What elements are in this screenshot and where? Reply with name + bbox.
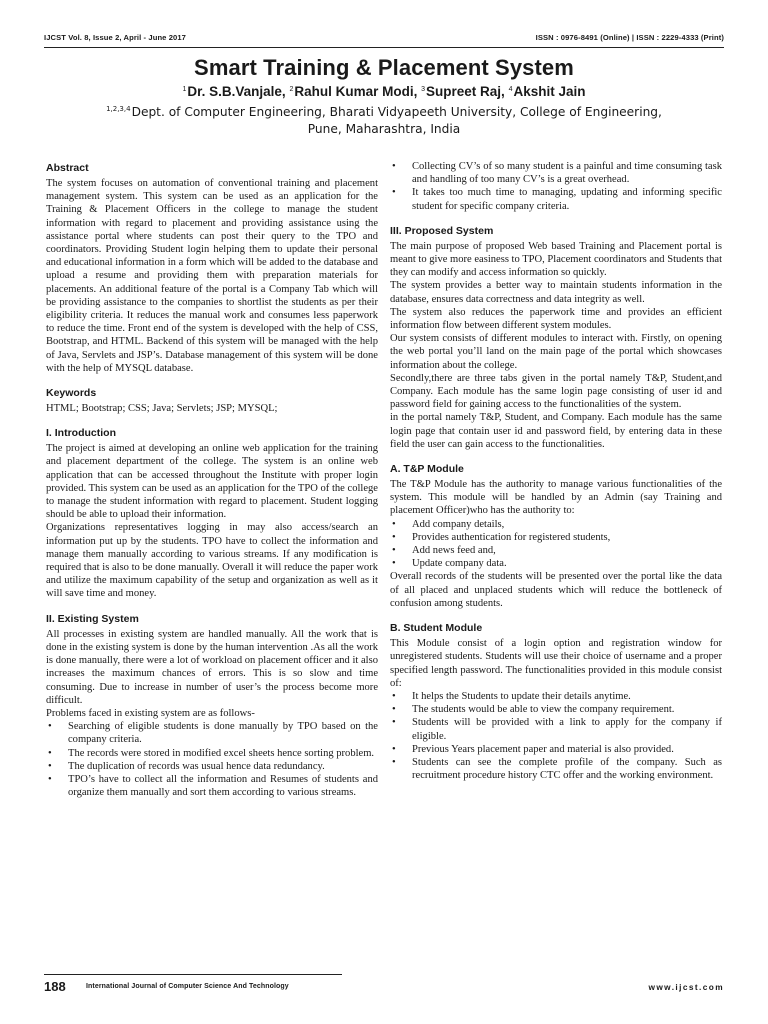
running-header bbox=[44, 33, 724, 45]
existing-problems-list-continued bbox=[390, 160, 722, 213]
right-column bbox=[390, 160, 722, 782]
student-module-paragraph: This Module consist of a login option and registration window for unregistered students. Students will use their choice of username and a proper specified length password. The functionalities provided in this module consist of: bbox=[390, 638, 722, 689]
student-module-list bbox=[390, 690, 722, 782]
list-item: • The students would be able to view the company requirement. bbox=[390, 703, 722, 716]
list-item: • Students can see the complete profile of the company. Such as recruitment procedure history CTC offer and the working environment. bbox=[390, 756, 722, 782]
author-1-sup: 1 bbox=[182, 85, 187, 93]
introduction-paragraph: The project is aimed at developing an online web application for the training and placement department of the college. The system is an online web application that can be accessed throughout the Institute with proper login provided. This system can be used as an application for the TPO of the college to manage the student information with regard to placement. Student logging should be able to upload their information. bbox=[46, 443, 378, 521]
page-number: 188 bbox=[44, 979, 66, 994]
paper-title: Smart Training & Placement System bbox=[194, 55, 574, 80]
author-1: Dr. S.B.Vanjale, bbox=[187, 84, 290, 99]
affiliation-sup: 1,2,3,4 bbox=[106, 105, 131, 113]
proposed-system-paragraph: The system also reduces the paperwork time and provides an efficient information flow between different system modules. bbox=[390, 306, 722, 332]
author-4-sup: 4 bbox=[508, 85, 513, 93]
tp-module-paragraph: The T&P Module has the authority to manage various functionalities of the system. This module will be handled by an Admin (say Training and placement Officer)who has the authority to: bbox=[390, 479, 722, 517]
proposed-system-paragraph: The main purpose of proposed Web based Training and Placement portal is meant to give more easiness to TPO, Placement coordinators and Students that they can modify and access information so quickly. bbox=[390, 240, 722, 279]
existing-system-paragraph: Problems faced in existing system are as follows- bbox=[46, 707, 255, 719]
tp-module-heading: A. T&P Module bbox=[390, 463, 464, 476]
journal-issue-info: IJCST Vol. 8, Issue 2, April - June 2017 bbox=[44, 33, 187, 42]
header-rule bbox=[44, 47, 724, 48]
journal-website: www.ijcst.com bbox=[648, 982, 724, 992]
proposed-system-paragraph: Secondly,there are three tabs given in the portal namely T&P, Student,and Company. Each module has the same login page consisting of user id and password field for gaining access to the functionalities of the system. bbox=[390, 372, 722, 411]
proposed-system-paragraph: in the portal namely T&P, Student, and Company. Each module has the same login page that contain user id and password field, by entering data in these field the user can gain access to the functionalities. bbox=[390, 412, 722, 450]
author-3-sup: 3 bbox=[421, 85, 426, 93]
author-2: Rahul Kumar Modi, bbox=[294, 84, 422, 99]
tp-module-list bbox=[390, 518, 722, 571]
author-list bbox=[0, 84, 768, 99]
introduction-heading: I. Introduction bbox=[46, 427, 116, 440]
list-item: • Searching of eligible students is done manually by TPO based on the company criteria. bbox=[46, 720, 378, 746]
list-item: • Collecting CV’s of so many student is a painful and time consuming task and handling of too many CV’s is a great overhead. bbox=[390, 160, 722, 186]
affiliation bbox=[0, 101, 768, 138]
issn-info: ISSN : 0976-8491 (Online) | ISSN : 2229-4333 (Print) bbox=[535, 33, 724, 42]
proposed-system-heading: III. Proposed System bbox=[390, 224, 494, 237]
abstract-heading: Abstract bbox=[46, 162, 89, 174]
affiliation-line-2: Pune, Maharashtra, India bbox=[307, 122, 461, 137]
list-item: • It helps the Students to update their details anytime. bbox=[390, 690, 722, 703]
abstract-text: The system focuses on automation of conventional training and placement management system. This system can be used as an application for the Training & Placement Officers in the college to manage the student information with regard to placement and providing assistance using the assistance portal where students can post their query to the TPO and coordinators. Providing Student login helping them to update their personal and educational information in a form which will be added to the database and upload a resume and providing them with preparation materials for placements. An additional feature of the portal is a Company Tab which will be providing assistance to the companies to shortlist the students as per their eligibility criteria. It reduces the manual work and consumes less paperwork to reduce the time. Front end of the system is developed with the help of CSS, Bootstrap, and HTML. Backend of this system will be managed with the help of Java, Servlets and JSP’s. Database management of this system will be done with the help of MYSQL database. bbox=[46, 178, 378, 374]
list-item: • Provides authentication for registered students, bbox=[390, 531, 722, 544]
list-item: • Students will be provided with a link to apply for the company if eligible. bbox=[390, 716, 722, 742]
existing-system-paragraph: All processes in existing system are handled manually. All the work that is done in the existing system is done by the human intervention .As all the work is done manually, there were a lot of workload on placement officer and it also increases the maximum chances of errors. This is so slow and time consuming. Due to increase in number of user’s the process become more difficult. bbox=[46, 628, 378, 706]
tp-module-paragraph: Overall records of the students will be presented over the portal like the data of all placed and unplaced students which will reduce the bottleneck of confusion among students. bbox=[390, 571, 722, 609]
list-item: • TPO’s have to collect all the information and Resumes of students and organize them manually and sort them according to various streams. bbox=[46, 773, 378, 799]
author-2-sup: 2 bbox=[289, 85, 294, 93]
author-4: Akshit Jain bbox=[513, 84, 586, 99]
keywords-heading: Keywords bbox=[46, 387, 97, 400]
proposed-system-paragraph: Our system consists of different modules to interact with. Firstly, on opening the web portal you’ll land on the main page of the portal which showcases information about the college. bbox=[390, 333, 722, 371]
list-item: • The duplication of records was usual hence data redundancy. bbox=[46, 760, 378, 773]
student-module-heading: B. Student Module bbox=[390, 622, 483, 635]
keywords-text: HTML; Bootstrap; CSS; Java; Servlets; JSP; MYSQL; bbox=[46, 403, 278, 415]
left-column bbox=[46, 162, 378, 799]
list-item: • The records were stored in modified excel sheets hence sorting problem. bbox=[46, 747, 378, 760]
list-item: • It takes too much time to managing, updating and informing specific student for specific company criteria. bbox=[390, 186, 722, 212]
proposed-system-paragraph: The system provides a better way to maintain students information in the database, ensures data correctness and data integrity as well. bbox=[390, 280, 722, 305]
existing-system-heading: II. Existing System bbox=[46, 612, 139, 625]
existing-problems-list bbox=[46, 720, 378, 799]
author-3: Supreet Raj, bbox=[426, 84, 509, 99]
page-footer bbox=[44, 979, 724, 995]
list-item: • Add news feed and, bbox=[390, 544, 722, 557]
journal-name: International Journal of Computer Science And Technology bbox=[86, 983, 289, 990]
list-item: • Update company data. bbox=[390, 557, 722, 570]
affiliation-line-1: Dept. of Computer Engineering, Bharati Vidyapeeth University, College of Engineering, bbox=[131, 105, 662, 120]
list-item: • Add company details, bbox=[390, 518, 722, 531]
footer-rule bbox=[44, 974, 342, 975]
list-item: • Previous Years placement paper and material is also provided. bbox=[390, 743, 722, 756]
introduction-paragraph: Organizations representatives logging in may also access/search an information put up by the students. TPO have to collect the information and manage them manually according to various streams. If any modification is required that is also to be done manually. Overall it will reduce the paper work and utilize the maximum capability of the setup and organization as well as it will save time and money. bbox=[46, 522, 378, 600]
